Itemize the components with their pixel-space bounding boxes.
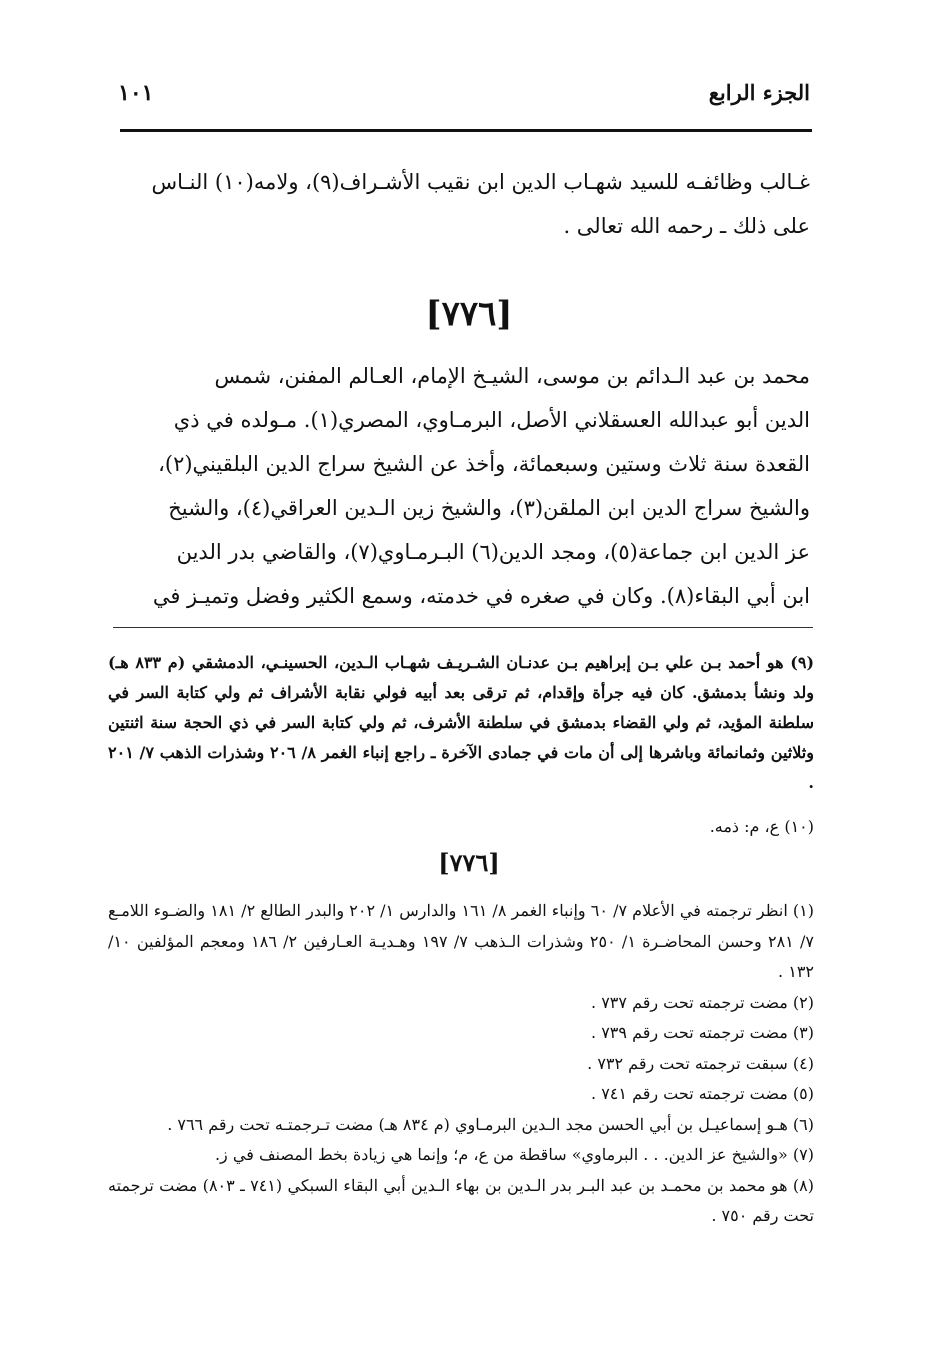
footnotes-current-entry [108, 896, 814, 1232]
text-line: القعدة سنة ثلاث وستين وسبعمائة، وأخذ عن الشيخ سراج الدين البلقيني(٢)، [158, 452, 810, 476]
footnote-5: (٥) مضت ترجمته تحت رقم ٧٤١ . [591, 1084, 814, 1103]
volume-title: الجزء الرابع [708, 80, 810, 105]
entry-number: [٧٧٦] [425, 294, 513, 334]
footnote-8: (٨) هو محمد بن محمـد بن عبد البـر بدر الـدين بن بهاء الـدين أبي البقاء السبكي (٧٤١ ـ ٨٠٣) مضت ترجمته تحت رقم ٧٥٠ . [108, 1175, 815, 1225]
footnote-separator [113, 627, 813, 628]
page-number: ١٠١ [118, 80, 154, 106]
text-line: الدين أبو عبدالله العسقلاني الأصل، البرمـاوي، المصري(١). مـولده في ذي [173, 408, 810, 432]
footnote-9: (٩) هو أحمد بـن علي بـن إبراهيم بـن عدنـان الشـريـف شهـاب الـدين، الحسينـي، الدمشقي (م ٨٣٣ هـ) ولد ونشأ بدمشق. كان فيه جرأة وإقدام، ثم ترقى بعد أبيه فولي نقابة الأشراف ثم ولي كتابة السر في سلطنة المؤيد، ثم ولي القضاء بدمشق في سلطنة الأشرف، ثم ولي كتابة السر في ذي الحجة سنة اثنتين وثلاثين وثمانمائة وباشرها إلى أن مات في جمادى الآخرة ـ راجع إنباء الغمر ٨/ ٢٠٦ وشذرات الذهب ٧/ ٢٠١ . [108, 653, 815, 792]
header-rule [120, 129, 812, 132]
footnote-7: (٧) «والشيخ عز الدين. . . البرماوي» ساقطة من ع، م؛ وإنما هي زيادة بخط المصنف في ز. [214, 1145, 814, 1164]
footnotes-entry-heading: [٧٧٦] [438, 848, 500, 877]
text-line: على ذلك ـ رحمه الله تعالى . [563, 214, 810, 238]
footnotes-previous-entry-10 [108, 812, 814, 842]
footnote-1: (١) انظر ترجمته في الأعلام ٧/ ٦٠ وإنباء الغمر ٨/ ١٦١ والدارس ١/ ٢٠٢ والبدر الطالع ٢/ ١٨١ والضـوء اللامـع ٧/ ٢٨١ وحسن المحاضـرة ١/ ٢٥٠ وشذرات الـذهب ٧/ ١٩٧ وهـديـة العـارفين ٢/ ١٨٦ ومعجم المؤلفين ١٠/ ١٣٢ . [108, 901, 814, 981]
footnote-2: (٢) مضت ترجمته تحت رقم ٧٣٧ . [591, 992, 814, 1012]
footnote-4: (٤) سبقت ترجمته تحت رقم ٧٣٢ . [587, 1053, 814, 1073]
footnote-6: (٦) هـو إسماعيـل بن أبي الحسن مجد الـدين البرمـاوي (م ٨٣٤ هـ) مضت تـرجمتـه تحت رقم ٧٦٦ . [167, 1114, 814, 1134]
page-header [118, 80, 810, 124]
biography-paragraph [118, 354, 810, 618]
continuation-paragraph [118, 160, 810, 248]
text-line: عز الدين ابن جماعة(٥)، ومجد الدين(٦) البـرمـاوي(٧)، والقاضي بدر الدين [176, 540, 810, 564]
text-line: ابن أبي البقاء(٨). وكان في صغره في خدمته، وسمع الكثير وفضل وتميـز في [152, 584, 810, 608]
footnotes-previous-entry [108, 648, 814, 798]
text-line: محمد بن عبد الـدائم بن موسى، الشيـخ الإمام، العـالم المفنن، شمس [214, 364, 810, 388]
text-line: غـالب وظائفـه للسيد شهـاب الدين ابن نقيب الأشـراف(٩)، ولامه(١٠) النـاس [151, 170, 810, 194]
text-line: والشيخ سراج الدين ابن الملقن(٣)، والشيخ زين الـدين العراقي(٤)، والشيخ [168, 496, 810, 520]
footnote-10: (١٠) ع، م: ذمه. [709, 817, 814, 836]
footnote-3: (٣) مضت ترجمته تحت رقم ٧٣٩ . [591, 1023, 814, 1042]
